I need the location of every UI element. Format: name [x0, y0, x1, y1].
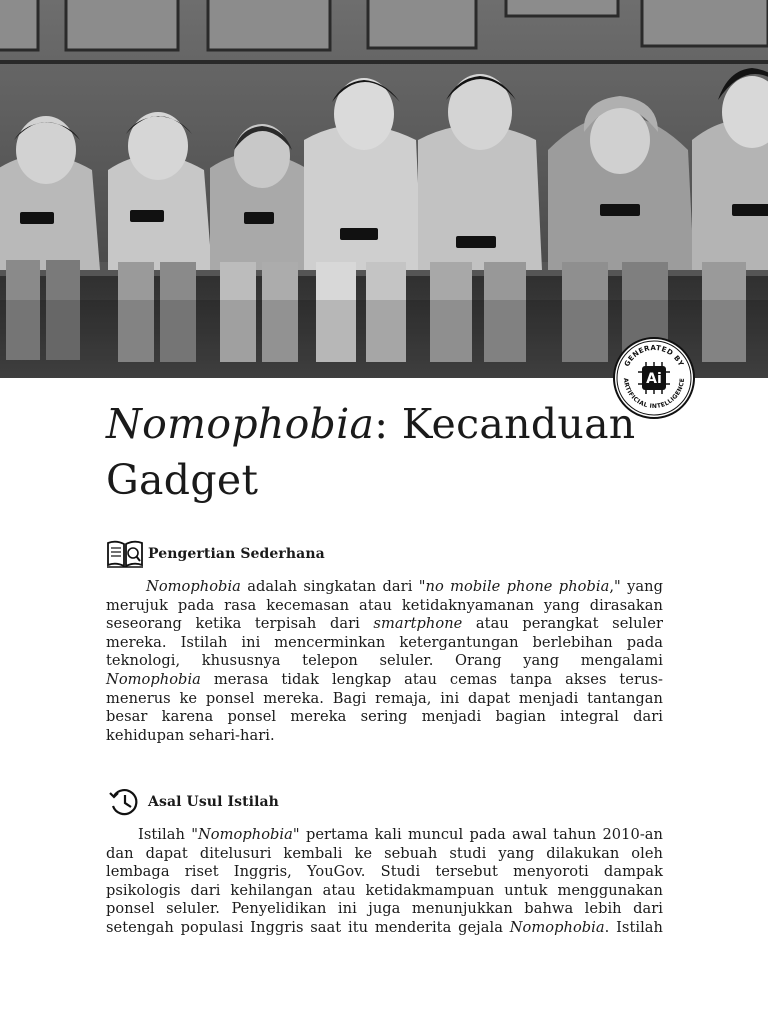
paragraph-line: [106, 708, 663, 727]
article-title: [106, 396, 706, 508]
badge-center-text: Ai: [646, 371, 662, 387]
paragraph-line: [106, 727, 663, 746]
text-fragment: merujuk pada rasa kecemasan atau ketidaknyamanan yang dirasakan: [106, 596, 663, 614]
text-fragment: besar karena ponsel mereka sering menjadi bagian integral dari: [106, 708, 663, 726]
text-fragment: ," yang: [609, 578, 663, 595]
text-fragment: atau perangkat seluler: [462, 615, 663, 633]
hero-image: [0, 0, 768, 378]
paragraph-line: [106, 919, 663, 938]
italic-term: Nomophobia: [146, 578, 241, 595]
title-italic: Nomophobia: [106, 400, 375, 448]
text-fragment: lembaga riset Inggris, YouGov. Studi tersebut menyoroti dampak: [106, 863, 663, 881]
paragraph-line: [106, 690, 663, 709]
badge-bottom-text: ARTIFICIAL INTELLIGENCE: [621, 377, 687, 411]
paragraph-line: [106, 597, 663, 616]
paragraph-line: [106, 863, 663, 882]
title-line2: Gadget: [106, 456, 259, 504]
book-icon: [106, 538, 144, 570]
text-fragment: . Istilah: [604, 918, 664, 936]
paragraph-asal-usul: [106, 826, 663, 938]
text-fragment: setengah populasi Inggris saat itu menderita gejala: [106, 918, 510, 936]
paragraph-pengertian: [106, 578, 663, 745]
section-heading: Asal Usul Istilah: [148, 794, 279, 810]
italic-term: Nomophobia: [106, 670, 201, 688]
paragraph-line: [106, 900, 663, 919]
text-fragment: mereka. Istilah ini mencerminkan ketergantungan berlebihan pada: [106, 633, 663, 651]
italic-term: Nomophobia: [197, 826, 293, 843]
text-fragment: merasa tidak lengkap atau cemas tanpa akses terus-: [200, 670, 663, 688]
section-heading: Pengertian Sederhana: [148, 546, 325, 562]
text-fragment: psikologis dari kehilangan atau ketidakmampuan untuk menggunakan: [106, 881, 663, 899]
paragraph-line: [106, 882, 663, 901]
text-fragment: kehidupan sehari-hari.: [106, 726, 275, 744]
text-fragment: seseorang ketika terpisah dari: [106, 615, 374, 633]
text-fragment: adalah singkatan dari ": [240, 578, 426, 595]
hero-illustration: [0, 0, 768, 378]
text-fragment: teknologi, khususnya telepon seluler. Orang yang mengalami: [106, 652, 663, 670]
section-heading-pengertian: [106, 538, 325, 570]
text-fragment: menerus ke ponsel mereka. Bagi remaja, ini dapat menjadi tantangan: [106, 689, 663, 707]
badge-top-text: GENERATED BY: [622, 343, 686, 368]
paragraph-line: [106, 826, 663, 845]
text-fragment: ponsel seluler. Penyelidikan ini juga menunjukkan bahwa lebih dari: [106, 900, 663, 918]
title-rest: : Kecanduan: [374, 400, 636, 448]
text-fragment: " pertama kali muncul pada awal tahun 2010-an: [292, 826, 663, 843]
paragraph-line: [106, 845, 663, 864]
paragraph-line: [106, 634, 663, 653]
italic-term: Nomophobia: [509, 918, 605, 936]
history-clock-icon: [106, 786, 144, 818]
text-fragment: Istilah ": [138, 826, 198, 843]
italic-term: no mobile phone phobia: [425, 578, 610, 595]
paragraph-line: [106, 652, 663, 671]
paragraph-line: [106, 578, 663, 597]
section-heading-asal-usul: [106, 786, 279, 818]
italic-term: smartphone: [373, 615, 463, 633]
paragraph-line: [106, 671, 663, 690]
text-fragment: dan dapat ditelusuri kembali ke sebuah studi yang dilakukan oleh: [106, 844, 663, 862]
paragraph-line: [106, 615, 663, 634]
